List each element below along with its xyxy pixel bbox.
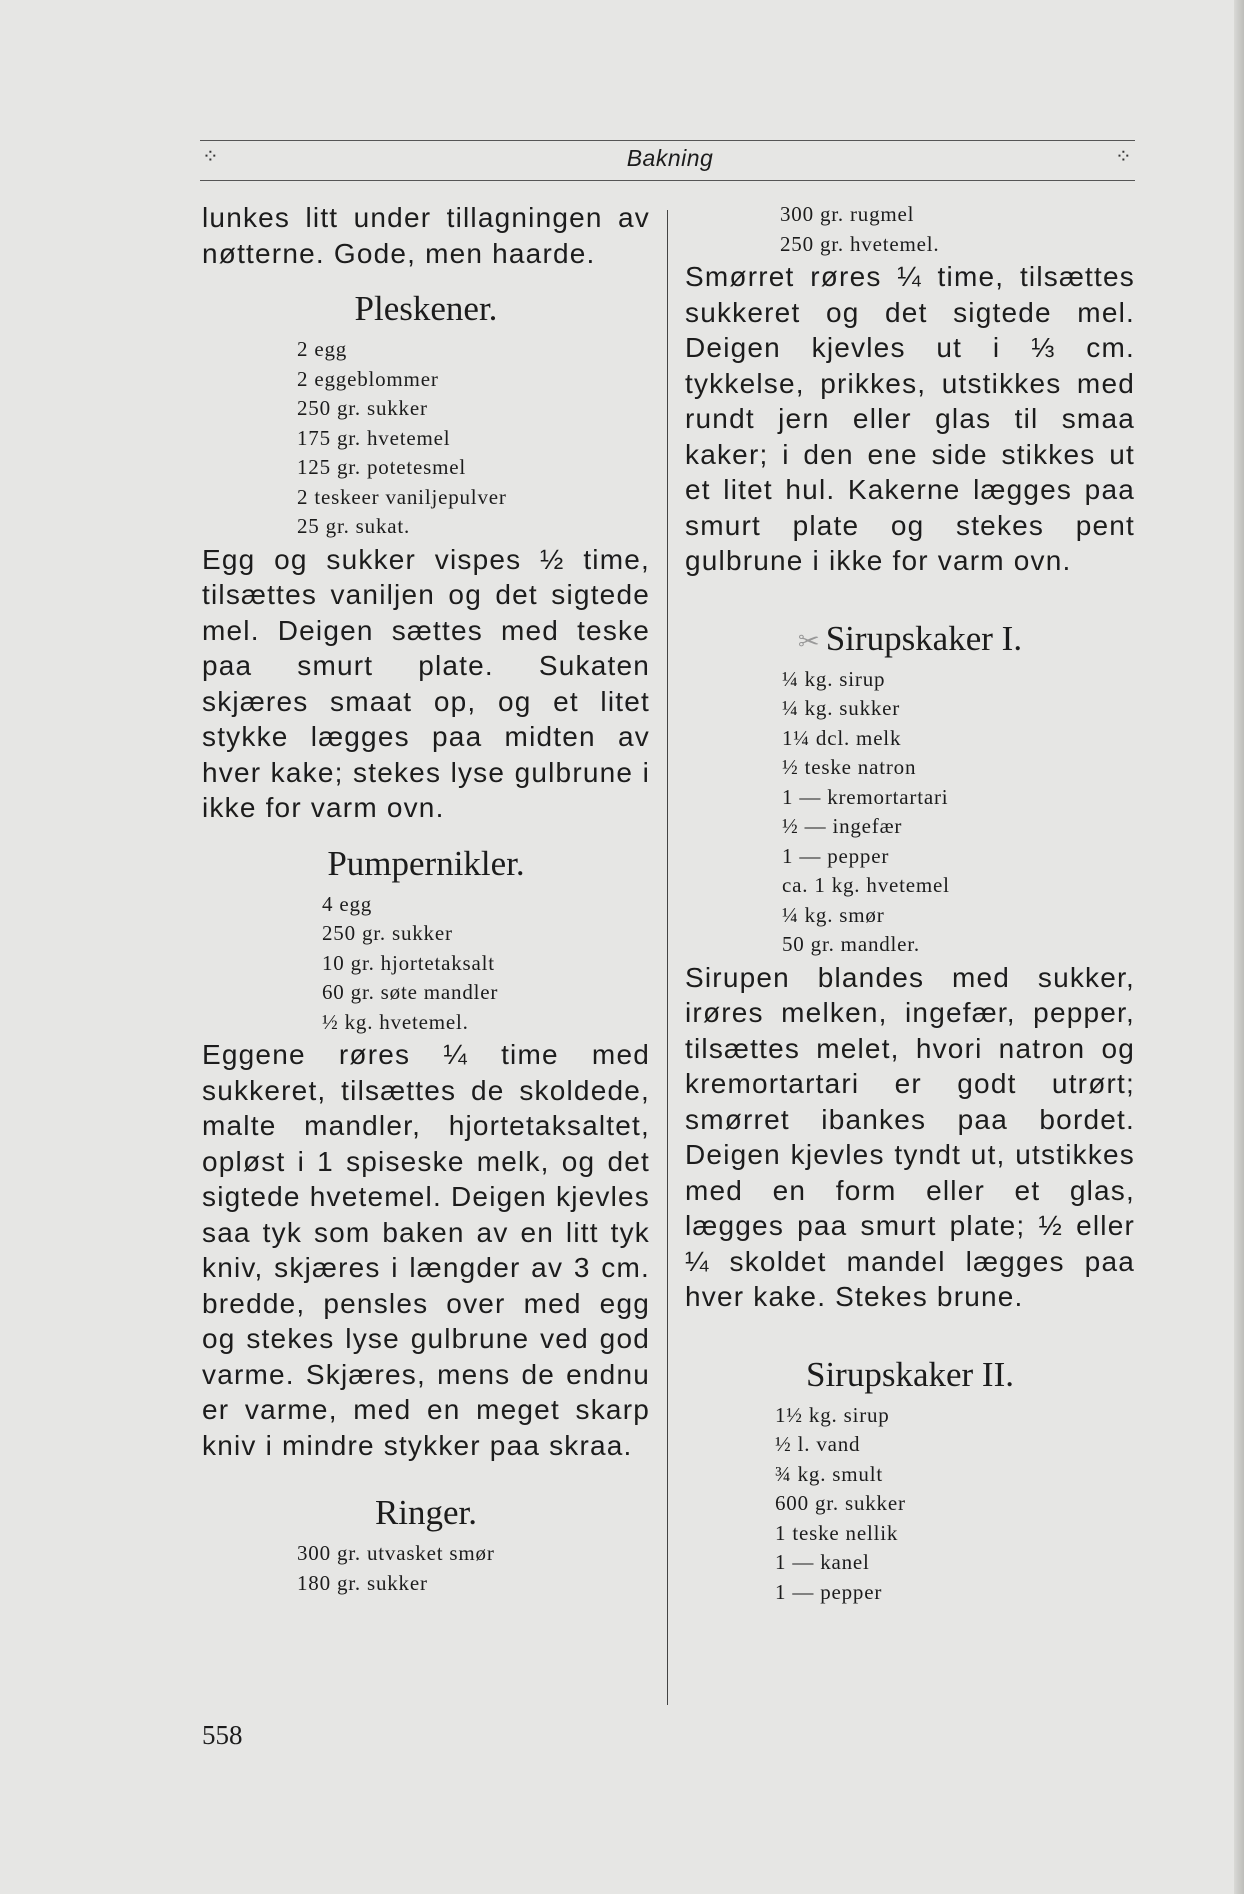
ingredient-item: ¾ kg. smult — [775, 1461, 883, 1486]
recipe-title-pleskener: Pleskener. — [354, 289, 498, 328]
ingredient-item: 1 — pepper — [775, 1579, 883, 1604]
recipe-title-sirupskaker-1 — [685, 619, 1135, 659]
ingredient-item: 600 gr. sukker — [775, 1491, 906, 1515]
ingredient-list-pumpernikler — [322, 890, 650, 1038]
ingredient-item: 250 gr. sukker — [297, 396, 428, 420]
ingredient-item: 50 gr. mandler. — [782, 932, 920, 956]
ingredient-list-ringer-continued — [780, 200, 1135, 259]
ingredient-item: 300 gr. utvasket smør — [297, 1541, 495, 1565]
recipe-title-sirupskaker-2: Sirupskaker II. — [805, 1354, 1014, 1394]
running-head: Bakning — [626, 145, 714, 171]
ornament-right-icon: ⁘ — [1115, 146, 1132, 168]
intro-paragraph: lunkes litt under tillagningen av nøtterne. Gode, men haarde. — [202, 202, 650, 269]
recipe-title-text: Sirupskaker I. — [825, 618, 1023, 658]
ingredient-item: ½ kg. hvetemel. — [322, 1009, 469, 1034]
ingredient-item: 2 egg — [297, 337, 348, 361]
ingredient-item: 180 gr. sukker — [297, 1570, 428, 1595]
ingredient-item: 250 gr. sukker — [322, 921, 453, 945]
ingredient-item: 60 gr. søte mandler — [322, 980, 499, 1004]
ingredient-item: 1¼ dcl. melk — [782, 725, 902, 750]
column-divider — [667, 210, 668, 1705]
page-number: 558 — [202, 1720, 243, 1750]
ingredient-list-pleskener — [297, 335, 650, 542]
ingredient-item: ½ l. vand — [775, 1432, 861, 1456]
ingredient-item: 1 — kanel — [775, 1550, 870, 1574]
method-pleskener: Egg og sukker vispes ½ time, tilsættes vaniljen og det sigtede mel. Deigen sættes med teske paa smurt plate. Sukaten skjæres smaat op, og et litet stykke lægges paa midten av hver kake; stekes lyse gulbrune i ikke for varm ovn. — [202, 543, 650, 823]
ingredient-item: 1 — kremortartari — [782, 784, 949, 809]
ingredient-item: 1 — pepper — [782, 843, 890, 868]
recipe-title-ringer: Ringer. — [374, 1493, 478, 1532]
ingredient-item: 25 gr. sukat. — [297, 514, 411, 538]
ingredient-item: 2 teskeer vaniljepulver — [297, 484, 507, 509]
ingredient-item: ca. 1 kg. hvetemel — [782, 873, 950, 897]
ingredient-item: 175 gr. hvetemel — [297, 425, 451, 450]
page-edge — [1234, 0, 1244, 1894]
ingredient-list-sirupskaker-2 — [775, 1401, 1135, 1608]
ingredient-list-sirupskaker-1 — [782, 665, 1135, 960]
ingredient-item: 300 gr. rugmel — [780, 202, 915, 226]
left-column — [202, 200, 650, 1598]
ingredient-item: ½ — ingefær — [782, 814, 903, 838]
method-pumpernikler: Eggene røres ¼ time med sukkeret, tilsættes de skoldede, malte mandler, hjortetaksaltet, opløst i 1 spiseske melk, og det sigtede hvetemel. Deigen kjevles saa tyk som baken av en litt tyk kniv, skjæres i længder av 3 cm. bredde, pensles over med egg og stekes lyse gulbrune ved god varme. Skjæres, mens de endnu er varme, med en meget skarp kniv i mindre stykker paa skraa. — [202, 1039, 650, 1461]
ingredient-item: ¼ kg. smør — [782, 902, 885, 927]
scissors-icon: ✂ — [797, 626, 820, 656]
header-rule-bottom — [200, 180, 1135, 181]
method-sirupskaker-1: Sirupen blandes med sukker, irøres melken, ingefær, pepper, tilsættes melet, hvori natron og kremortartari er godt utrørt; smørret ibankes paa bordet. Deigen kjevles tyndt ut, utstikkes med en form eller et glas, lægges paa smurt plate; ½ eller ¼ skoldet mandel lægges paa hver kake. Stekes brune. — [685, 961, 1135, 1312]
ingredient-item: 4 egg — [322, 891, 373, 916]
right-column — [685, 200, 1135, 1607]
ingredient-item: 125 gr. potetesmel — [297, 455, 466, 479]
ornament-left-icon: ⁘ — [202, 146, 219, 168]
ingredient-item: 1½ kg. sirup — [775, 1402, 890, 1427]
ingredient-item: 2 eggeblommer — [297, 366, 439, 391]
header-rule-top — [200, 140, 1135, 141]
ingredient-item: ¼ kg. sirup — [782, 666, 886, 691]
method-ringer: Smørret røres ¼ time, tilsættes sukkeret og det sigtede mel. Deigen kjevles ut i ⅓ cm. tykkelse, prikkes, utstikkes med rundt jern eller glas til smaa kaker; i den ene side stikkes ut et litet hul. Kakerne lægges paa smurt plate og stekes pent gulbrune i ikke for varm ovn. — [685, 261, 1135, 576]
ingredient-item: 1 teske nellik — [775, 1520, 899, 1545]
ingredient-item: 250 gr. hvetemel. — [780, 231, 940, 256]
ingredient-item: 10 gr. hjortetaksalt — [322, 950, 495, 975]
ingredient-item: ¼ kg. sukker — [782, 696, 901, 720]
recipe-title-pumpernikler: Pumpernikler. — [327, 843, 525, 883]
ingredient-item: ½ teske natron — [782, 755, 917, 779]
ingredient-list-ringer — [297, 1539, 650, 1598]
